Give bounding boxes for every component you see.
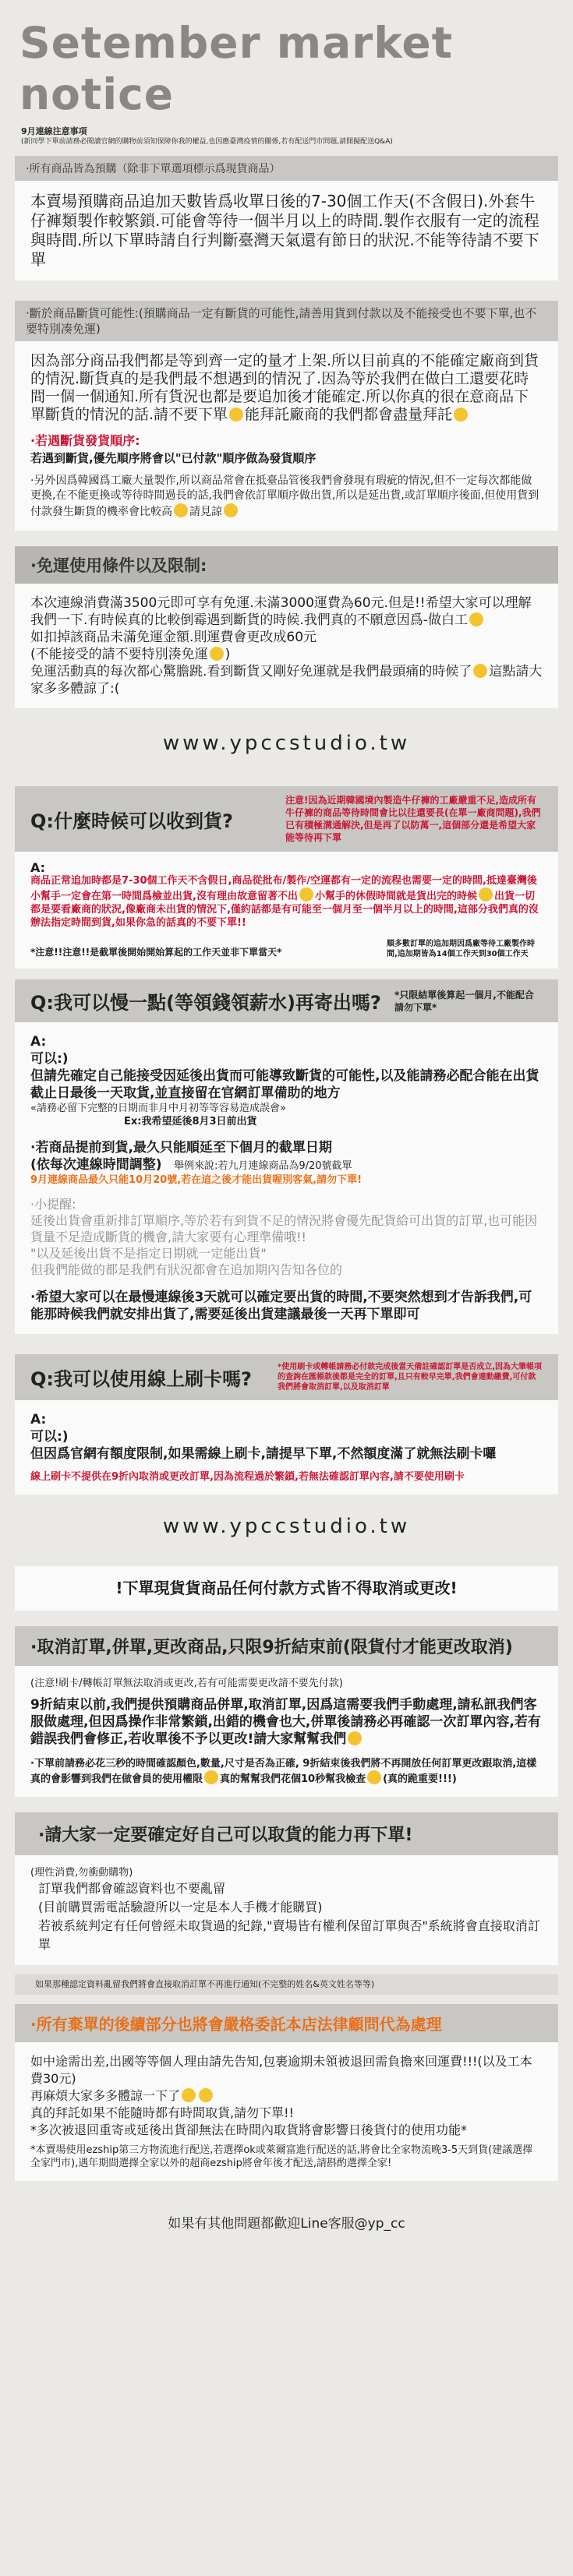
faq-receive-text-2: 小幫手的休假時間就是貨出完的時候 — [314, 891, 477, 902]
faq-delay-deadline: ·若商品提前到貨,最久只能順延至下個月的截單日期 — [30, 1140, 332, 1156]
grin-icon — [367, 1770, 381, 1784]
faq-delay-gray — [30, 1196, 543, 1278]
faq-card-answer — [15, 1400, 558, 1494]
confirm-sub: (理性消費,勿衝動購物) — [30, 1867, 133, 1879]
cancel-note: (注意!刷卡/轉帳訂單無法取消或更改,若有可能需要更改請不要先付款) — [30, 1678, 343, 1689]
shipping-box — [15, 584, 558, 708]
restock-note — [30, 474, 543, 520]
faq-receive-bar — [15, 786, 558, 852]
site-url[interactable]: www.ypccstudio.tw — [162, 732, 411, 755]
legal-line-1: 如中途需出差,出國等等個人理由請先告知,包裹逾期未領被退回需負擔來回運費!!!(以及工本費30元) — [30, 2054, 532, 2086]
faq-delay-question: Q:我可以慢一點(等領錢領薪水)再寄出嗎? — [30, 992, 381, 1014]
faq-receive-text — [30, 874, 543, 930]
faq-delay-deadline-sub: (依每次連線時間調整) — [30, 1157, 162, 1173]
legal-line-2-text: 再麻煩大家多多體諒一下了 — [30, 2088, 181, 2103]
site-url-2[interactable]: www.ypccstudio.tw — [162, 1515, 411, 1538]
confirm-headline: ·請大家一定要確定好自己可以取貨的能力再下單! — [15, 1812, 558, 1855]
cancel-foot-text: ·下單前請務必花三秒的時間確認顏色,數量,尺寸是否為正確, 9折結束後我們將不再開放任何訂單更改跟取消,這樣真的會影響到我們在做會員的使用權限 — [30, 1758, 537, 1785]
shipping-text-3a: (不能接受的請不要特別湊免運 — [30, 647, 208, 662]
faq-card-question: Q:我可以使用線上刷卡嗎? — [30, 1368, 252, 1390]
legal-headline: ·所有棄單的後續部分也將會嚴格委託本店法律顧問代為處理 — [15, 2004, 558, 2042]
cry-icon — [210, 647, 224, 661]
faq-delay-deadline-orange: 9月連線商品最久只能10月20號,若在這之後才能出貨喔別客氣,請勿下單! — [30, 1174, 363, 1186]
stockout-text: 因為部分商品我們都是等到齊一定的量才上架.所以目前真的不能確定廠商到貨的情況.斷貨真的是我們最不想遇到的情況了.因為等於我們在做白工還要花時間一個一個通知.所有貨況也都是要追加後才能確定.所以你真的很在意商品下單斷貨的情況的話.請不要下單 — [30, 352, 539, 423]
faq-receive-question: Q:什麼時候可以收到貨? — [30, 810, 233, 832]
confirm-line-3: 若被系統判定有任何曾經未取貨過的紀錄,"賣場皆有權利保留訂單與否"系統將會直接取消訂單 — [38, 1918, 540, 1952]
faq-delay-yes: 可以:) — [30, 1051, 69, 1067]
faq-delay-gray-body: 延後出貨會重新排訂單順序,等於若有到貨不足的情況將會優先配貨給可出貨的訂單,也可能因貨量不足造成斷貨的機會,請大家要有心理準備哦!! — [30, 1213, 538, 1244]
faq-receive-text-1: 商品正常追加時都是7-30個工作天不含假日,商品從批布/製作/空運都有一定的流程也需要一定的時間,抵達臺灣後小幫手一定會在第一時間爲檢並出貨,沒有理由故意留著不出 — [30, 875, 537, 902]
faq-receive-note: 注意!因為近期韓國境內製造牛仔褲的工廠嚴重不足,造成所有牛仔褲的商品等待時間會比以往還要長(在單一廠商問題),我們已有積極溝通解決,但是再了以防萬一,這個部分還是希望大家能等待再下單 — [285, 795, 541, 843]
faq-card-note: *使用刷卡或轉帳請務必付款完成後當天備註確認訂單是否成立,因為大筆帳項的查詢在匯帳款後都是完全的訂單,且只有較早完單,我們會連動繳費,可付款我們將會取消訂單,以及取消訂單 — [278, 1363, 543, 1392]
stockout-tail: 能拜託廠商的我們都會盡量拜託 — [245, 406, 453, 423]
confirm-gray: 如果那種認定資料亂留我們將會直接取消訂單不再進行通知(不完整的姓名&英文姓名等等) — [15, 1974, 558, 1995]
faq-delay-gray-title: ·小提醒: — [30, 1197, 76, 1212]
grin-icon — [473, 664, 487, 678]
smile-icon — [229, 408, 243, 422]
faq-receive-foot: *注意!!注意!!是截單後開始開始算起的工作天並非下單當天* — [30, 947, 282, 958]
shipping-text-4a: 免運活動真的每次都心驚膽跳.看到斷貨又剛好免運就是我們最頭痛的時候了 — [30, 664, 472, 679]
cancel-headline: !下單現貨貨商品任何付款方式皆不得取消或更改! — [15, 1566, 558, 1611]
preorder-text: 本賣場預購商品追加天數皆爲收單日後的7-30個工作天(不含假日).外套牛仔褲類製作較繁鎖.可能會等待一個半月以上的時間.製作衣服有一定的流程與時間.所以下單時請自行判斷臺灣天氣還有節日的狀況.不能等待請不要下單 — [30, 192, 539, 269]
shipping-text-2: 如扣掉該商品未滿免運金額.則運費會更改成60元 — [30, 630, 317, 645]
faq-delay-bar — [15, 979, 558, 1022]
faq-card-bar — [15, 1354, 558, 1400]
faq-delay-deadline-ex: 舉例來說:若九月連線商品為9/20號截單 — [173, 1160, 352, 1172]
restock-note-tail: 請見諒 — [189, 506, 222, 518]
cancel-foot-tail: 真的幫幫我們花個10秒幫我檢查 — [220, 1773, 366, 1785]
smile-icon — [204, 1770, 218, 1784]
cancel-bar: ·取消訂單,併單,更改商品,只限9折結束前(限貨付才能更改取消) — [15, 1626, 558, 1666]
legal-gray: *本賣場使用ezship第三方物流進行配送,若選擇ok或萊爾富進行配送的話,將會比全家物流晚3-5天到貨(建議選擇全家門市),遇年期間選擇全家以外的超商ezship將會年後才配送,請斟酌選擇全家! — [30, 2144, 533, 2169]
faq-card-red: 線上刷卡不提供在9折內取消或更改訂單,因為流程過於繁鎖,若無法確認訂單內容,請不要使用刷卡 — [30, 1471, 465, 1483]
restock-line: 若遇到斷貨,優先順序將會以"已付款"順序做為發貨順序 — [30, 451, 317, 465]
pray-icon — [454, 408, 468, 422]
restock-note-text: ·另外因爲韓國爲工廠大量製作,所以商品常會在抵臺品管後我們會發現有瑕疵的情況,但不一定每次都能做更換,在不能更換或等待時間過長的話,我們會依訂單順序做出貨,所以是延出貨,或訂單順序後面,但使用貨到付款發生斷貨的機率會比較高 — [30, 475, 539, 518]
answer-label: A: — [30, 1412, 47, 1427]
preorder-box — [15, 181, 558, 281]
footer-contact[interactable]: 如果有其他問題都歡迎Line客服@yp_cc — [168, 2216, 405, 2232]
legal-line-2 — [30, 2087, 543, 2105]
faq-delay-final: ·希望大家可以在最慢連線後3天就可以確定要出貨的時間,不要突然想到才告訴我們,可能那時候我們就安排出貨了,需要延後出貨建議最後一天再下單即可 — [30, 1290, 532, 1322]
stockout-box — [15, 341, 558, 531]
stockout-bar: ·斷於商品斷貨可能性:(預購商品一定有斷貨的可能性,請善用貨到付款以及不能接受也不要下單,也不要特別凑免運) — [15, 301, 558, 341]
subtitle-note: (新同學下單前請務必閱讀官網的購物前須知保障你我的權益,也因應臺灣疫情的關係,若有配送門市問題,請開擬配送Q&A) — [21, 138, 393, 146]
cancel-body-text: 9折結束以前,我們提供預購商品併單,取消訂單,因爲這需要我們手動處理,請私訊我們客服做處理,但因爲操作非常繁鎖,出錯的機會也大,併單後請務必再確認一次訂單內容,若有錯誤我們會修正,若收單後不予以更改!請大家幫幫我們 — [30, 1697, 541, 1747]
pray-icon — [182, 2088, 196, 2102]
pray-icon — [224, 503, 238, 517]
grin-icon — [479, 887, 493, 902]
faq-delay-note: *只限結單後算起一個月,不能配合請勿下單* — [394, 989, 534, 1013]
restock-title: ·若遇斷貨發貨順序: — [30, 433, 140, 448]
smile-icon — [299, 887, 313, 902]
faq-delay-gray-body-3: 但我們能做的都是我們有狀況都會在追加期內告知各位的 — [30, 1262, 343, 1277]
faq-receive-text-3: 出貨一切都是要看廠商的狀況,像廠商未出貨的情況下,僅約話都是有可能至一個月至一個半月以上的時間,這部分我們真的沒辦法指定時間到貨,如果你急的話真的不要下單!! — [30, 891, 539, 929]
legal-line-3: 真的拜託如果不能隨時都有時間取貨,請勿下單!! — [30, 2105, 294, 2120]
grin-icon — [348, 1731, 362, 1745]
legal-box — [15, 2042, 558, 2181]
answer-label: A: — [30, 1034, 47, 1050]
cancel-box — [15, 1666, 558, 1797]
smile-icon — [199, 2088, 213, 2102]
cancel-body — [30, 1696, 543, 1748]
shipping-text-4 — [30, 663, 543, 697]
shipping-text-3: (不能接受的請不要特別湊免運 ) — [30, 647, 231, 662]
preorder-bar: ·所有商品皆為預購（除非下單選項標示爲現貨商品） — [15, 156, 558, 181]
faq-delay-gray-body-2: "以及延後出貨不是指定日期就一定能出貨" — [30, 1246, 267, 1261]
faq-receive-answer — [15, 852, 558, 969]
shipping-text-4b: 這點請大家多多體諒了:( — [30, 664, 543, 697]
answer-label: A: — [30, 860, 46, 875]
faq-delay-body: 但請先確定自己能接受因延後出貨而可能導致斷貨的可能性,以及能請務必配合能在出貨截止日最後一天取貨,並直接留在官網訂單備助的地方 — [30, 1068, 539, 1101]
faq-card-yes: 可以:) — [30, 1429, 69, 1445]
cancel-foot — [30, 1757, 543, 1786]
faq-card-body: 但因爲官網有額度限制,如果需線上刷卡,請提早下單,不然額度滿了就無法刷卡囉 — [30, 1446, 497, 1462]
confirm-line-1: 訂單我們都會確認資料也不要亂留 — [38, 1881, 226, 1896]
confirm-box — [15, 1855, 558, 1965]
cancel-foot-tail-2: (真的跪重要!!!) — [383, 1773, 457, 1785]
sad-icon — [469, 612, 483, 626]
shipping-bar: ·免運使用條件以及限制: — [15, 546, 558, 584]
shipping-text: 本次連線消費滿3500元即可享有免運.未滿3000運費為60元.但是!!希望大家可以理解我們一下.有時候真的比較倒霉遇到斷貨的時候.我們真的不願意因爲-做白工 — [30, 595, 532, 628]
confirm-line-2: (目前購買需電話驗證所以一定是本人手機才能購買) — [38, 1900, 323, 1914]
legal-line-4: *多次被退回重寄或延後出貨卻無法在時間內取貨將會影響日後貨付的使用功能* — [30, 2123, 468, 2137]
faq-delay-example: Ex:我希望延後8月3日前出貨 — [124, 1116, 257, 1127]
faq-delay-small: «請務必留下完整的日期而非月中月初等等容易造成誤會» — [30, 1103, 286, 1114]
subtitle: 9月連線注意事項 — [21, 126, 87, 136]
faq-delay-answer — [15, 1022, 558, 1334]
page-title: Setember market notice — [19, 18, 454, 119]
smile-icon — [174, 503, 188, 517]
faq-receive-side: 順多數訂單的追加期因爲廠等待工廠製作時間,追加期皆為14個工作天到30個工作天 — [387, 940, 535, 958]
